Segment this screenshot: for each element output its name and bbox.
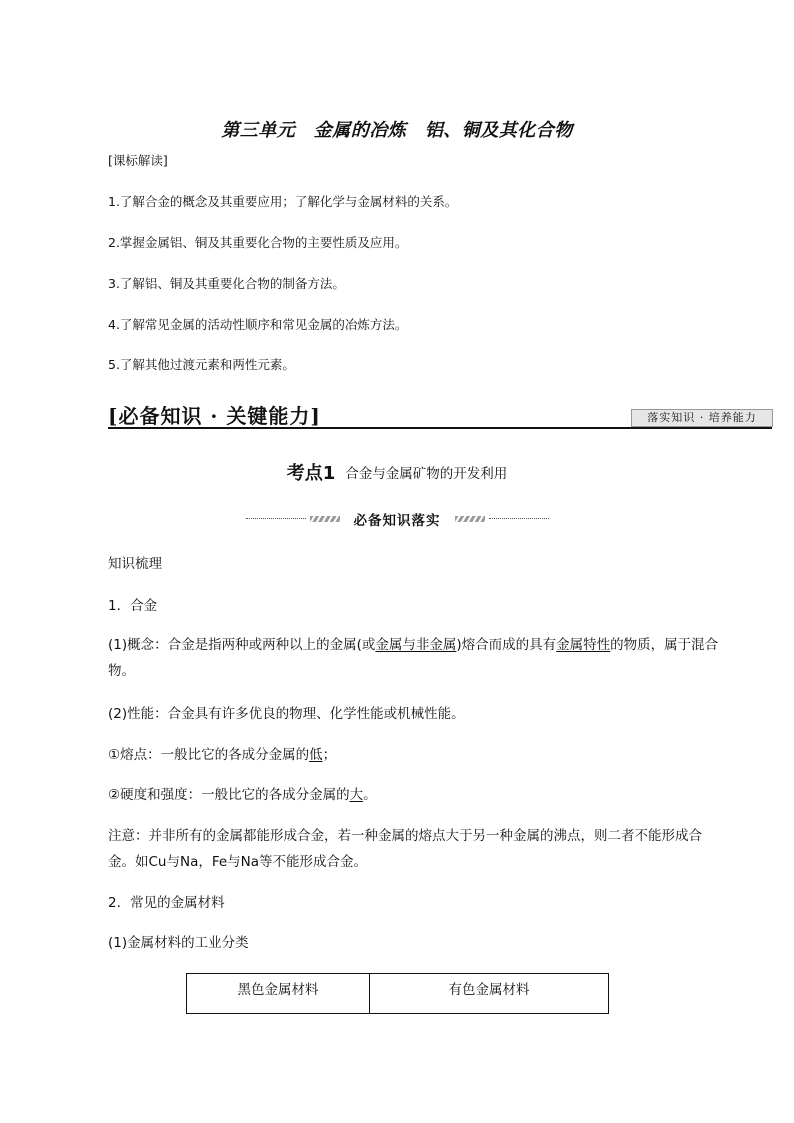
alloy-concept-paragraph [108, 632, 724, 684]
melting-point-line [108, 742, 336, 768]
banner-stripes-right [455, 516, 485, 522]
curriculum-item-3: 3.了解铝、铜及其重要化合物的制备方法。 [108, 276, 345, 291]
alloy-property-paragraph: (2)性能：合金具有许多优良的物理、化学性能或机械性能。 [108, 706, 465, 722]
curriculum-item-5: 5.了解其他过渡元素和两性元素。 [108, 357, 295, 372]
concept-text-3: 的物质，属于混合物。 [108, 637, 719, 679]
section-heading: [必备知识 · 关键能力] [108, 404, 321, 428]
melting-text-2: ； [322, 747, 337, 763]
concept-text-1: (1)概念：合金是指两种或两种以上的金属(或 [108, 637, 376, 653]
page-title: 第三单元 金属的冶炼 铝、铜及其化合物 [221, 120, 573, 141]
curriculum-item-4: 4.了解常见金属的活动性顺序和常见金属的冶炼方法。 [108, 317, 408, 332]
concept-text-2: )熔合而成的具有 [456, 637, 557, 653]
kaodian-topic: 合金与金属矿物的开发利用 [345, 466, 508, 482]
curriculum-heading: [课标解读] [108, 153, 168, 168]
hardness-line [108, 782, 377, 808]
heading-common-metals: 2．常见的金属材料 [108, 895, 225, 911]
hardness-text-2: 。 [363, 787, 377, 803]
metal-classification-table [186, 973, 609, 1014]
curriculum-item-2: 2.掌握金属铝、铜及其重要化合物的主要性质及应用。 [108, 235, 408, 250]
curriculum-item-1: 1.了解合金的概念及其重要应用；了解化学与金属材料的关系。 [108, 194, 458, 209]
subsection-label: 必备知识落实 [353, 512, 441, 529]
banner-dotted-line-left [246, 518, 306, 519]
industrial-classification-heading: (1)金属材料的工业分类 [108, 935, 249, 951]
table-header-ferrous: 黑色金属材料 [187, 974, 370, 1014]
subsection-banner [0, 508, 794, 530]
kaodian-heading [0, 459, 794, 485]
hardness-underline: 大 [349, 787, 364, 803]
banner-dotted-line-right [489, 518, 549, 519]
kaodian-label: 考点1 [286, 463, 336, 484]
heading-alloy: 1．合金 [108, 598, 158, 614]
hardness-text-1: ②硬度和强度：一般比它的各成分金属的 [108, 787, 350, 803]
table-row [187, 974, 609, 1014]
concept-underline-1: 金属与非金属 [375, 637, 457, 653]
banner-stripes-left [310, 516, 340, 522]
knowledge-label: 知识梳理 [108, 556, 162, 572]
melting-text-1: ①熔点：一般比它的各成分金属的 [108, 747, 310, 763]
melting-underline: 低 [309, 747, 323, 763]
note-paragraph: 注意：并非所有的金属都能形成合金，若一种金属的熔点大于另一种金属的沸点，则二者不能形成合金。如Cu与Na，Fe与Na等不能形成合金。 [108, 828, 702, 870]
concept-underline-2: 金属特性 [556, 637, 611, 653]
section-divider [108, 427, 772, 429]
section-tag: 落实知识 · 培养能力 [631, 409, 773, 427]
table-header-nonferrous: 有色金属材料 [370, 974, 609, 1014]
